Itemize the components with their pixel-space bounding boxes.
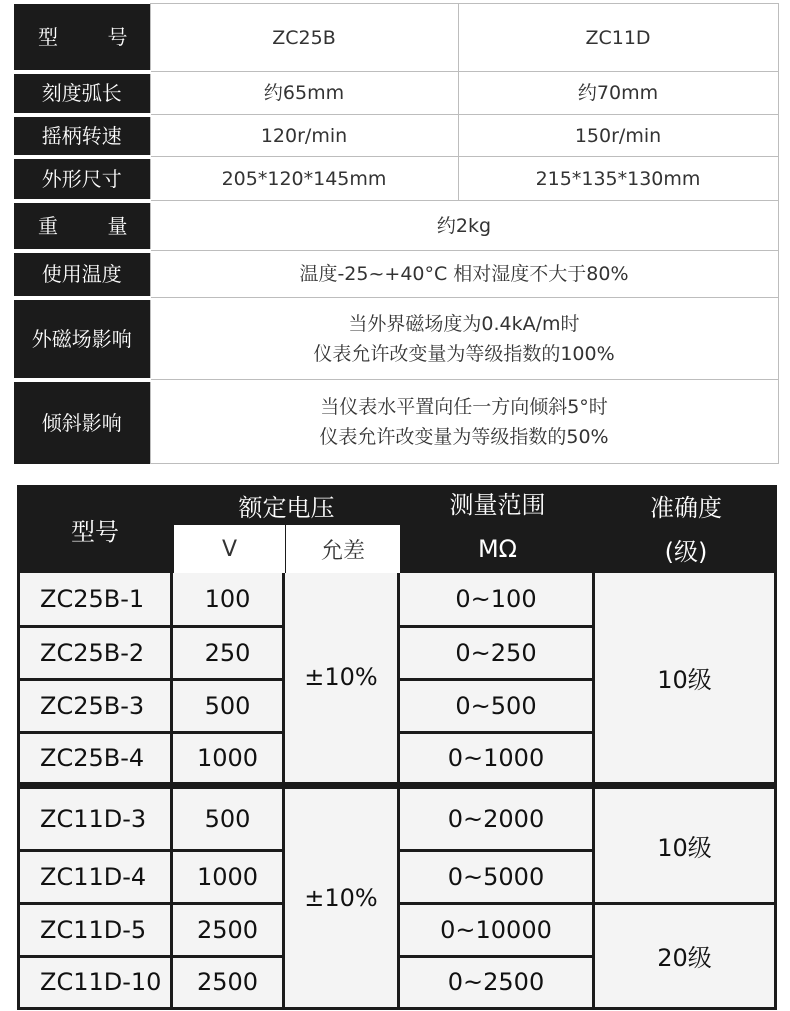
- arc-length-a: 约65mm: [150, 72, 458, 115]
- model-table: [17, 485, 777, 1010]
- weight-value: 约2kg: [150, 201, 778, 251]
- model-header-row-1: [17, 485, 777, 525]
- tolerance-header: 允差: [285, 525, 400, 573]
- voltage-cell: 2500: [173, 905, 285, 958]
- spec-row-weight: [14, 201, 778, 251]
- table-row: [17, 789, 777, 852]
- voltage-cell: 500: [173, 681, 285, 734]
- tilt-line-2: 仪表允许改变量为等级指数的50%: [319, 425, 609, 448]
- crank-speed-a: 120r/min: [150, 115, 458, 157]
- arc-length-label: 刻度弧长: [14, 72, 150, 115]
- spec-row-magnetic: [14, 298, 778, 380]
- magnetic-line-2: 仪表允许改变量为等级指数的100%: [313, 342, 615, 365]
- magnetic-influence-value: [150, 298, 778, 380]
- range-header: 测量范围: [400, 485, 595, 525]
- spec-table: [14, 3, 779, 464]
- spec-row-operating-temp: [14, 251, 778, 298]
- model-header: 型号: [17, 485, 173, 573]
- table-row: [17, 573, 777, 628]
- rated-voltage-header: 额定电压: [173, 485, 400, 525]
- accuracy-sub-header: (级): [595, 525, 777, 573]
- range-cell: 0~500: [400, 681, 595, 734]
- dimensions-a: 205*120*145mm: [150, 157, 458, 201]
- tilt-line-1: 当仪表水平置向任一方向倾斜5°时: [320, 395, 608, 418]
- voltage-cell: 500: [173, 789, 285, 852]
- voltage-cell: 2500: [173, 958, 285, 1010]
- crank-speed-label: 摇柄转速: [14, 115, 150, 157]
- model-cell: ZC25B-3: [17, 681, 173, 734]
- tolerance-cell: ±10%: [285, 789, 400, 1010]
- voltage-cell: 250: [173, 628, 285, 681]
- accuracy-header: 准确度: [595, 485, 777, 525]
- tilt-influence-label: 倾斜影响: [14, 380, 150, 464]
- range-cell: 0~2000: [400, 789, 595, 852]
- arc-length-b: 约70mm: [458, 72, 778, 115]
- voltage-cell: 100: [173, 573, 285, 628]
- magnetic-line-1: 当外界磁场度为0.4kA/m时: [348, 312, 580, 335]
- spec-model-a: ZC25B: [150, 4, 458, 72]
- range-cell: 0~100: [400, 573, 595, 628]
- model-cell: ZC11D-3: [17, 789, 173, 852]
- accuracy-cell: 10级: [595, 573, 777, 784]
- range-cell: 0~250: [400, 628, 595, 681]
- operating-temp-value: 温度-25~+40°C 相对湿度不大于80%: [150, 251, 778, 298]
- range-cell: 0~1000: [400, 734, 595, 784]
- magnetic-influence-label: 外磁场影响: [14, 298, 150, 380]
- spec-row-arc-length: [14, 72, 778, 115]
- model-cell: ZC11D-4: [17, 852, 173, 905]
- accuracy-cell: 20级: [595, 905, 777, 1010]
- model-cell: ZC25B-4: [17, 734, 173, 784]
- dimensions-b: 215*135*130mm: [458, 157, 778, 201]
- operating-temp-label: 使用温度: [14, 251, 150, 298]
- voltage-unit-header: V: [173, 525, 285, 573]
- model-cell: ZC11D-5: [17, 905, 173, 958]
- range-unit-header: MΩ: [400, 525, 595, 573]
- accuracy-cell: 10级: [595, 789, 777, 905]
- range-cell: 0~2500: [400, 958, 595, 1010]
- dimensions-label: 外形尺寸: [14, 157, 150, 201]
- spec-header-row: [14, 4, 778, 72]
- spec-row-crank-speed: [14, 115, 778, 157]
- model-cell: ZC25B-1: [17, 573, 173, 628]
- spec-row-tilt: [14, 380, 778, 464]
- voltage-cell: 1000: [173, 852, 285, 905]
- model-cell: ZC25B-2: [17, 628, 173, 681]
- range-cell: 0~5000: [400, 852, 595, 905]
- tolerance-cell: ±10%: [285, 573, 400, 784]
- spec-model-b: ZC11D: [458, 4, 778, 72]
- model-cell: ZC11D-10: [17, 958, 173, 1010]
- spec-row-dimensions: [14, 157, 778, 201]
- weight-label: 重量: [14, 201, 150, 251]
- crank-speed-b: 150r/min: [458, 115, 778, 157]
- spec-header-label: 型号: [14, 4, 150, 72]
- tilt-influence-value: [150, 380, 778, 464]
- range-cell: 0~10000: [400, 905, 595, 958]
- voltage-cell: 1000: [173, 734, 285, 784]
